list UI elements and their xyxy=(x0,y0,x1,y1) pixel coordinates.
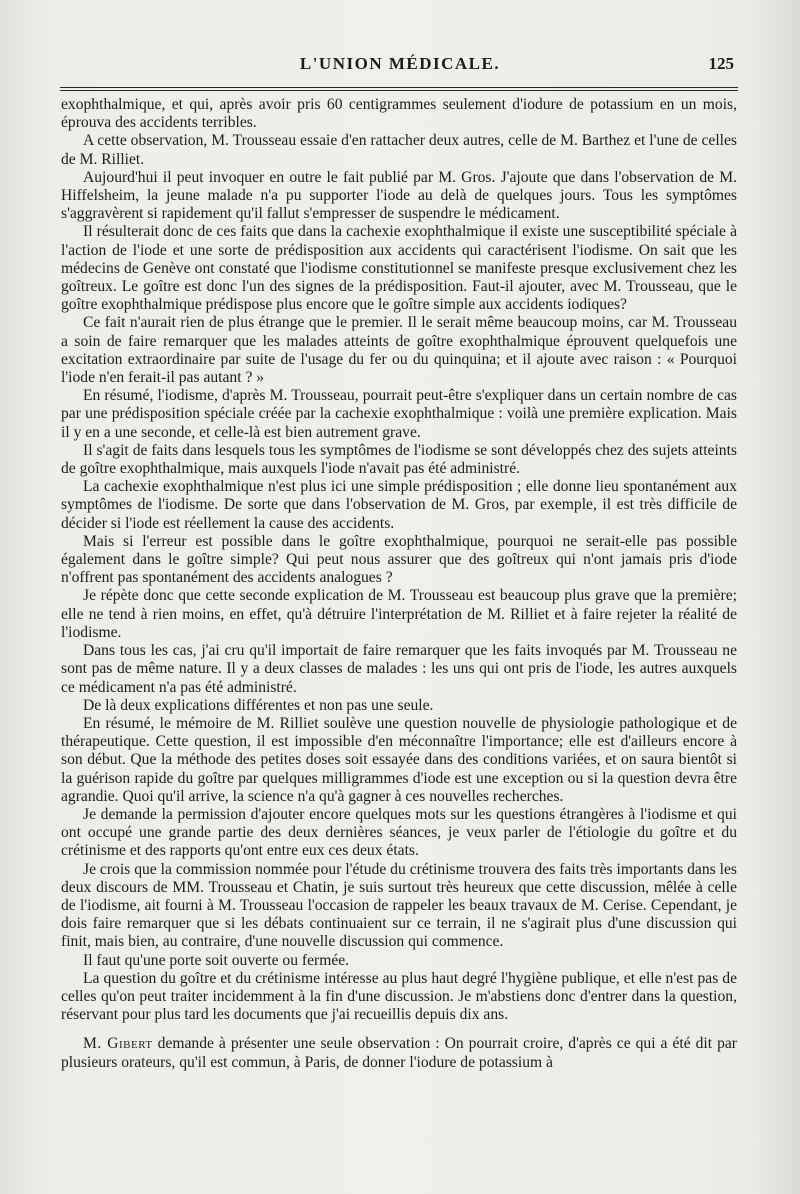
paragraph: En résumé, le mémoire de M. Rilliet soulève une question nouvelle de physiologie pathologique et de thérapeutique. Cette question, il est impossible d'en méconnaître l'importance; elle est d'ailleurs encore à son début. Que la méthode des petites doses soit essayée dans des conditions variées, et on saura bientôt si la guérison rapide du goître par quelques milligrammes d'iode est une exception ou si la question devra être agrandie. Quoi qu'il arrive, la science n'a qu'à gagner à ces nouvelles recherches. xyxy=(61,714,737,805)
paragraph: A cette observation, M. Trousseau essaie d'en rattacher deux autres, celle de M. Barthez et l'une de celles de M. Rilliet. xyxy=(61,132,737,168)
paragraph: Il s'agit de faits dans lesquels tous les symptômes de l'iodisme se sont développés chez des sujets atteints de goître exophthalmique, mais auxquels l'iode n'avait pas été administré. xyxy=(61,441,737,478)
paragraph: Je répète donc que cette seconde explication de M. Trousseau est beaucoup plus grave que la première; elle ne tend à rien moins, en effet, qu'à détruire l'interprétation de M. Rilliet et à faire rejeter la réalité de l'iodisme. xyxy=(61,587,737,641)
page-number: 125 xyxy=(708,54,734,73)
paragraph: Il résulterait donc de ces faits que dans la cachexie exophthalmique il existe une susceptibilité spéciale à l'action de l'iode et une sorte de prédisposition aux accidents qui caractérisent l'iodisme. On sait que les médecins de Genève ont constaté que l'iodisme constitutionnel se manifeste presque exclusivement chez les goîtreux. Le goître est donc l'un des signes de la prédisposition. Faut-il ajouter, avec M. Trousseau, que le goître exophthalmique prédispose plus encore que le goître simple aux accidents iodiques? xyxy=(61,223,737,314)
paragraph: Aujourd'hui il peut invoquer en outre le fait publié par M. Gros. J'ajoute que dans l'observation de M. Hiffelsheim, la jeune malade n'a pu supporter l'iode au delà de quelques jours. Tous les symptômes s'aggravèrent si rapidement qu'il fallut s'empresser de suspendre le médicament. xyxy=(61,168,737,223)
paragraph: Je crois que la commission nommée pour l'étude du crétinisme trouvera des faits très importants dans les deux discours de MM. Trousseau et Chatin, je suis surtout très heureux que cette discussion, mêlée à celle de l'iodisme, ait fourni à M. Trousseau l'occasion de rappeler les beaux travaux de M. Cerise. Cependant, je dois faire remarquer que si les débats continuaient sur ce terrain, il ne s'agirait plus d'une discussion qui finit, mais bien, au contraire, d'une nouvelle discussion qui commence. xyxy=(61,860,737,951)
paragraph: Il faut qu'une porte soit ouverte ou fermée. xyxy=(83,951,350,969)
running-title: L'UNION MÉDICALE. xyxy=(299,54,501,73)
paragraph: exophthalmique, et qui, après avoir pris 60 centigrammes seulement d'iodure de potassium en un mois, éprouva des accidents terribles. xyxy=(61,96,737,132)
paragraph: Dans tous les cas, j'ai cru qu'il importait de faire remarquer que les faits invoqués par M. Trousseau ne sont pas de même nature. Il y a deux classes de malades : les uns qui ont pris de l'iode, les autres auxquels ce médicament n'a pas été administré. xyxy=(61,642,737,696)
paragraph: Mais si l'erreur est possible dans le goître exophthalmique, pourquoi ne serait-elle pas possible également dans le goître simple? Qui peut nous assurer que des goîtreux qui n'ont jamais pris d'iode n'offrent pas spontanément des accidents analogues ? xyxy=(61,532,737,587)
paragraph: De là deux explications différentes et non pas une seule. xyxy=(83,696,434,714)
page-header xyxy=(60,54,740,80)
body-text xyxy=(61,96,737,1072)
speaker-text: demande à présenter une seule observation : On pourrait croire, d'après ce qui a été dit par plusieurs orateurs, qu'il est commun, à Paris, de donner l'iodure de potassium à xyxy=(61,1035,737,1071)
paragraph: Ce fait n'aurait rien de plus étrange que le premier. Il le serait même beaucoup moins, car M. Trousseau a soin de faire remarquer que les malades atteints de goître exophthalmique éprouvent quelquefois une excitation extraordinaire par suite de l'usage du fer ou du quinquina; et il ajoute avec raison : « Pourquoi l'iode n'en ferait-il pas autant ? » xyxy=(61,314,737,387)
paragraph: La cachexie exophthalmique n'est plus ici une simple prédisposition ; elle donne lieu spontanément aux symptômes de l'iodisme. De sorte que dans l'observation de M. Gros, par exemple, il est très difficile de décider si l'iode est réellement la cause des accidents. xyxy=(61,478,737,532)
paragraph: Je demande la permission d'ajouter encore quelques mots sur les questions étrangères à l'iodisme et qui ont occupé une grande partie des deux dernières séances, je veux parler de l'étiologie du goître et du crétinisme et des rapports qu'ont entre eux ces deux états. xyxy=(61,805,737,860)
header-rule xyxy=(60,87,738,91)
speaker-name: M. Gibert xyxy=(83,1035,153,1053)
paragraph: En résumé, l'iodisme, d'après M. Trousseau, pourrait peut-être s'expliquer dans un certain nombre de cas par une prédisposition spéciale créée par la cachexie exophthalmique : voilà une première explication. Mais il y en a une seconde, et celle-là est bien autrement grave. xyxy=(61,387,737,441)
speaker-paragraph xyxy=(61,1035,737,1071)
paragraph: La question du goître et du crétinisme intéresse au plus haut degré l'hygiène publique, et elle n'est pas de celles qu'on peut traiter incidemment à la fin d'une discussion. Je m'abstiens donc d'entrer dans la question, réservant pour plus tard les documents que j'ai recueillis depuis dix ans. xyxy=(61,969,737,1024)
